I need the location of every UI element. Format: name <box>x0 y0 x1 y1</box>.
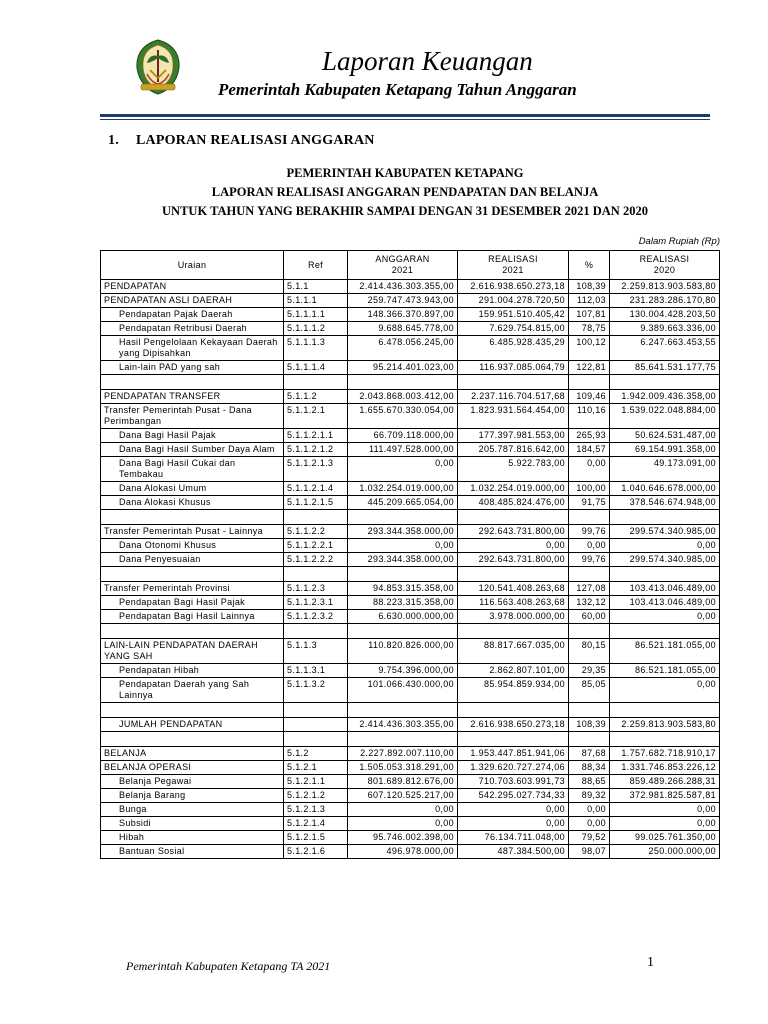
cell-anggaran-2021: 94.853.315.358,00 <box>348 582 458 596</box>
cell-anggaran-2021: 2.227.892.007.110,00 <box>348 747 458 761</box>
budget-realization-table <box>100 250 720 859</box>
cell-realisasi-2021: 116.937.085.064,79 <box>458 361 569 375</box>
table-row <box>101 831 720 845</box>
table-row <box>101 718 720 732</box>
cell-percent <box>569 567 610 582</box>
cell-realisasi-2020: 85.641.531.177,75 <box>610 361 720 375</box>
cell-realisasi-2020: 1.331.746.853.226,12 <box>610 761 720 775</box>
cell-realisasi-2021: 2.616.938.650.273,18 <box>458 280 569 294</box>
cell-realisasi-2021: 76.134.711.048,00 <box>458 831 569 845</box>
cell-anggaran-2021: 1.032.254.019.000,00 <box>348 482 458 496</box>
column-header-anggaran-2021: ANGGARAN 2021 <box>348 251 458 280</box>
cell-realisasi-2020 <box>610 703 720 718</box>
cell-realisasi-2021: 487.384.500,00 <box>458 845 569 859</box>
cell-ref <box>284 732 348 747</box>
cell-anggaran-2021: 293.344.358.000,00 <box>348 553 458 567</box>
cell-realisasi-2021 <box>458 703 569 718</box>
cell-realisasi-2021: 120.541.408.263,68 <box>458 582 569 596</box>
cell-ref <box>284 510 348 525</box>
page-footer: Pemerintah Kabupaten Ketapang TA 2021 <box>126 959 331 973</box>
cell-uraian <box>101 510 284 525</box>
table-row <box>101 761 720 775</box>
cell-uraian <box>101 375 284 390</box>
cell-realisasi-2020: 0,00 <box>610 803 720 817</box>
cell-anggaran-2021 <box>348 510 458 525</box>
cell-uraian: LAIN-LAIN PENDAPATAN DAERAH YANG SAH <box>101 639 284 664</box>
cell-ref: 5.1.1.2.2.2 <box>284 553 348 567</box>
cell-uraian: Dana Bagi Hasil Sumber Daya Alam <box>101 443 284 457</box>
cell-anggaran-2021: 2.414.436.303.355,00 <box>348 718 458 732</box>
cell-ref: 5.1.2.1.3 <box>284 803 348 817</box>
cell-ref <box>284 567 348 582</box>
cell-realisasi-2021: 85.954.859.934,00 <box>458 678 569 703</box>
cell-uraian: Hasil Pengelolaan Kekayaan Daerah yang Dipisahkan <box>101 336 284 361</box>
table-row <box>101 789 720 803</box>
cell-uraian: PENDAPATAN TRANSFER <box>101 390 284 404</box>
cell-realisasi-2021: 2.237.116.704.517,68 <box>458 390 569 404</box>
cell-anggaran-2021 <box>348 703 458 718</box>
cell-anggaran-2021: 110.820.826.000,00 <box>348 639 458 664</box>
cell-anggaran-2021 <box>348 375 458 390</box>
cell-realisasi-2020 <box>610 375 720 390</box>
cell-realisasi-2020: 1.040.646.678.000,00 <box>610 482 720 496</box>
cell-percent: 99,76 <box>569 525 610 539</box>
cell-ref: 5.1.2.1 <box>284 761 348 775</box>
cell-realisasi-2020: 0,00 <box>610 610 720 624</box>
cell-realisasi-2020: 50.624.531.487,00 <box>610 429 720 443</box>
cell-realisasi-2020 <box>610 624 720 639</box>
cell-uraian: Transfer Pemerintah Provinsi <box>101 582 284 596</box>
cell-anggaran-2021: 148.366.370.897,00 <box>348 308 458 322</box>
cell-uraian: Belanja Pegawai <box>101 775 284 789</box>
cell-anggaran-2021: 2.043.868.003.412,00 <box>348 390 458 404</box>
cell-realisasi-2020 <box>610 567 720 582</box>
cell-anggaran-2021: 95.214.401.023,00 <box>348 361 458 375</box>
cell-uraian: Pendapatan Retribusi Daerah <box>101 322 284 336</box>
cell-anggaran-2021: 0,00 <box>348 817 458 831</box>
cell-realisasi-2021: 1.953.447.851.941,06 <box>458 747 569 761</box>
cell-uraian <box>101 732 284 747</box>
cell-uraian: Transfer Pemerintah Pusat - Lainnya <box>101 525 284 539</box>
table-header-row <box>101 251 720 280</box>
table-row <box>101 322 720 336</box>
cell-percent: 127,08 <box>569 582 610 596</box>
cell-realisasi-2020: 231.283.286.170,80 <box>610 294 720 308</box>
cell-anggaran-2021: 801.689.812.676,00 <box>348 775 458 789</box>
cell-anggaran-2021: 66.709.118.000,00 <box>348 429 458 443</box>
cell-anggaran-2021: 101.066.430.000,00 <box>348 678 458 703</box>
cell-uraian: JUMLAH PENDAPATAN <box>101 718 284 732</box>
cell-anggaran-2021 <box>348 732 458 747</box>
cell-ref: 5.1.1.1 <box>284 294 348 308</box>
cell-percent <box>569 732 610 747</box>
cell-percent: 109,46 <box>569 390 610 404</box>
table-row <box>101 308 720 322</box>
cell-percent: 122,81 <box>569 361 610 375</box>
cell-realisasi-2021 <box>458 510 569 525</box>
cell-ref: 5.1.2.1.1 <box>284 775 348 789</box>
cell-uraian: Pendapatan Pajak Daerah <box>101 308 284 322</box>
table-row <box>101 429 720 443</box>
cell-realisasi-2021: 88.817.667.035,00 <box>458 639 569 664</box>
cell-realisasi-2020: 103.413.046.489,00 <box>610 582 720 596</box>
cell-anggaran-2021: 0,00 <box>348 457 458 482</box>
cell-realisasi-2021: 408.485.824.476,00 <box>458 496 569 510</box>
cell-realisasi-2020: 99.025.761.350,00 <box>610 831 720 845</box>
document-title: Laporan Keuangan <box>322 46 533 76</box>
cell-anggaran-2021 <box>348 567 458 582</box>
cell-anggaran-2021: 445.209.665.054,00 <box>348 496 458 510</box>
cell-realisasi-2020: 299.574.340.985,00 <box>610 525 720 539</box>
cell-realisasi-2020: 250.000.000,00 <box>610 845 720 859</box>
cell-percent: 107,81 <box>569 308 610 322</box>
cell-percent <box>569 703 610 718</box>
cell-uraian: Bantuan Sosial <box>101 845 284 859</box>
cell-realisasi-2021 <box>458 567 569 582</box>
cell-realisasi-2020: 69.154.991.358,00 <box>610 443 720 457</box>
cell-ref: 5.1.1.1.1 <box>284 308 348 322</box>
cell-percent: 108,39 <box>569 718 610 732</box>
section-number: 1. <box>108 133 119 148</box>
table-row <box>101 639 720 664</box>
cell-realisasi-2020: 2.259.813.903.583,80 <box>610 718 720 732</box>
table-row <box>101 496 720 510</box>
cell-realisasi-2020: 103.413.046.489,00 <box>610 596 720 610</box>
cell-ref: 5.1.1.2.2 <box>284 525 348 539</box>
cell-ref: 5.1.1 <box>284 280 348 294</box>
table-row <box>101 482 720 496</box>
table-row <box>101 525 720 539</box>
cell-realisasi-2021 <box>458 624 569 639</box>
cell-realisasi-2020: 0,00 <box>610 678 720 703</box>
cell-realisasi-2021: 6.485.928.435,29 <box>458 336 569 361</box>
cell-realisasi-2021: 1.329.620.727.274,06 <box>458 761 569 775</box>
section-title: LAPORAN REALISASI ANGGARAN <box>136 133 375 148</box>
cell-ref: 5.1.2 <box>284 747 348 761</box>
cell-ref: 5.1.1.2.3 <box>284 582 348 596</box>
cell-uraian: Pendapatan Bagi Hasil Pajak <box>101 596 284 610</box>
cell-percent: 98,07 <box>569 845 610 859</box>
cell-realisasi-2021: 292.643.731.800,00 <box>458 553 569 567</box>
table-spacer-row <box>101 624 720 639</box>
cell-ref: 5.1.2.1.5 <box>284 831 348 845</box>
cell-percent: 112,03 <box>569 294 610 308</box>
cell-uraian: Lain-lain PAD yang sah <box>101 361 284 375</box>
header-divider <box>100 114 710 117</box>
table-row <box>101 845 720 859</box>
cell-realisasi-2021: 2.862.807.101,00 <box>458 664 569 678</box>
table-row <box>101 664 720 678</box>
cell-ref <box>284 718 348 732</box>
table-row <box>101 747 720 761</box>
cell-uraian <box>101 624 284 639</box>
page-number: 1 <box>647 955 654 970</box>
table-spacer-row <box>101 703 720 718</box>
cell-realisasi-2021: 7.629.754.815,00 <box>458 322 569 336</box>
cell-uraian: Dana Penyesuaian <box>101 553 284 567</box>
cell-ref: 5.1.2.1.4 <box>284 817 348 831</box>
cell-percent <box>569 510 610 525</box>
cell-uraian: Dana Alokasi Khusus <box>101 496 284 510</box>
cell-realisasi-2021: 5.922.783,00 <box>458 457 569 482</box>
cell-ref: 5.1.1.1.4 <box>284 361 348 375</box>
cell-uraian: Dana Bagi Hasil Cukai dan Tembakau <box>101 457 284 482</box>
cell-percent: 29,35 <box>569 664 610 678</box>
cell-realisasi-2020: 0,00 <box>610 817 720 831</box>
cell-anggaran-2021: 293.344.358.000,00 <box>348 525 458 539</box>
ketapang-regency-emblem <box>133 38 183 96</box>
cell-ref: 5.1.1.2.1.2 <box>284 443 348 457</box>
cell-realisasi-2021: 159.951.510.405,42 <box>458 308 569 322</box>
cell-ref <box>284 703 348 718</box>
cell-realisasi-2020: 372.981.825.587,81 <box>610 789 720 803</box>
cell-ref: 5.1.1.3.1 <box>284 664 348 678</box>
cell-percent: 79,52 <box>569 831 610 845</box>
cell-anggaran-2021: 111.497.528.000,00 <box>348 443 458 457</box>
cell-realisasi-2020: 299.574.340.985,00 <box>610 553 720 567</box>
cell-uraian <box>101 567 284 582</box>
cell-ref: 5.1.1.2.1.5 <box>284 496 348 510</box>
cell-realisasi-2020: 49.173.091,00 <box>610 457 720 482</box>
column-header-percent: % <box>569 251 610 280</box>
cell-anggaran-2021: 88.223.315.358,00 <box>348 596 458 610</box>
cell-ref <box>284 375 348 390</box>
cell-percent <box>569 624 610 639</box>
cell-percent <box>569 375 610 390</box>
cell-uraian: Dana Bagi Hasil Pajak <box>101 429 284 443</box>
cell-percent: 87,68 <box>569 747 610 761</box>
cell-uraian: PENDAPATAN ASLI DAERAH <box>101 294 284 308</box>
table-row <box>101 336 720 361</box>
cell-ref: 5.1.1.2.1 <box>284 404 348 429</box>
table-spacer-row <box>101 567 720 582</box>
cell-ref: 5.1.1.2.1.3 <box>284 457 348 482</box>
cell-realisasi-2020: 9.389.663.336,00 <box>610 322 720 336</box>
cell-percent: 100,00 <box>569 482 610 496</box>
column-header-realisasi-2020: REALISASI 2020 <box>610 251 720 280</box>
header-divider-thin <box>100 119 710 120</box>
cell-percent: 80,15 <box>569 639 610 664</box>
cell-uraian: Dana Alokasi Umum <box>101 482 284 496</box>
cell-ref: 5.1.1.2.3.2 <box>284 610 348 624</box>
table-row <box>101 404 720 429</box>
cell-uraian: Pendapatan Hibah <box>101 664 284 678</box>
column-header-realisasi-2021: REALISASI 2021 <box>458 251 569 280</box>
cell-uraian: Pendapatan Bagi Hasil Lainnya <box>101 610 284 624</box>
cell-uraian: Belanja Barang <box>101 789 284 803</box>
cell-percent: 100,12 <box>569 336 610 361</box>
table-spacer-row <box>101 375 720 390</box>
cell-realisasi-2021: 1.032.254.019.000,00 <box>458 482 569 496</box>
table-row <box>101 803 720 817</box>
table-row <box>101 596 720 610</box>
cell-percent: 88,65 <box>569 775 610 789</box>
cell-realisasi-2021: 0,00 <box>458 539 569 553</box>
cell-realisasi-2020: 130.004.428.203,50 <box>610 308 720 322</box>
cell-uraian: Pendapatan Daerah yang Sah Lainnya <box>101 678 284 703</box>
cell-ref: 5.1.1.2.1.4 <box>284 482 348 496</box>
cell-percent: 184,57 <box>569 443 610 457</box>
cell-percent: 99,76 <box>569 553 610 567</box>
cell-realisasi-2021: 542.295.027.734,33 <box>458 789 569 803</box>
cell-uraian: BELANJA <box>101 747 284 761</box>
cell-anggaran-2021: 9.754.396.000,00 <box>348 664 458 678</box>
cell-uraian: Hibah <box>101 831 284 845</box>
cell-realisasi-2020: 86.521.181.055,00 <box>610 639 720 664</box>
table-row <box>101 678 720 703</box>
cell-ref <box>284 624 348 639</box>
cell-ref: 5.1.1.2.2.1 <box>284 539 348 553</box>
cell-anggaran-2021: 1.505.053.318.291,00 <box>348 761 458 775</box>
cell-anggaran-2021: 496.978.000,00 <box>348 845 458 859</box>
cell-percent: 91,75 <box>569 496 610 510</box>
table-spacer-row <box>101 732 720 747</box>
cell-realisasi-2021: 292.643.731.800,00 <box>458 525 569 539</box>
cell-uraian: PENDAPATAN <box>101 280 284 294</box>
cell-realisasi-2020: 1.942.009.436.358,00 <box>610 390 720 404</box>
cell-realisasi-2020: 859.489.266.288,31 <box>610 775 720 789</box>
cell-percent: 265,93 <box>569 429 610 443</box>
cell-realisasi-2021: 1.823.931.564.454,00 <box>458 404 569 429</box>
table-row <box>101 582 720 596</box>
table-row <box>101 457 720 482</box>
cell-realisasi-2021: 291.004.278.720,50 <box>458 294 569 308</box>
table-row <box>101 817 720 831</box>
cell-anggaran-2021: 2.414.436.303.355,00 <box>348 280 458 294</box>
cell-ref: 5.1.2.1.2 <box>284 789 348 803</box>
cell-percent: 60,00 <box>569 610 610 624</box>
cell-realisasi-2021: 0,00 <box>458 817 569 831</box>
cell-percent: 108,39 <box>569 280 610 294</box>
currency-note: Dalam Rupiah (Rp) <box>638 236 720 247</box>
cell-anggaran-2021: 6.630.000.000,00 <box>348 610 458 624</box>
cell-uraian: Subsidi <box>101 817 284 831</box>
cell-anggaran-2021: 6.478.056.245,00 <box>348 336 458 361</box>
cell-realisasi-2021: 3.978.000.000,00 <box>458 610 569 624</box>
table-row <box>101 280 720 294</box>
cell-realisasi-2020: 1.539.022.048.884,00 <box>610 404 720 429</box>
cell-percent: 78,75 <box>569 322 610 336</box>
cell-anggaran-2021: 9.688.645.778,00 <box>348 322 458 336</box>
cell-uraian: Transfer Pemerintah Pusat - Dana Perimbangan <box>101 404 284 429</box>
cell-percent: 0,00 <box>569 817 610 831</box>
cell-percent: 0,00 <box>569 539 610 553</box>
report-heading-line-2: LAPORAN REALISASI ANGGARAN PENDAPATAN DAN BELANJA <box>211 185 599 199</box>
cell-anggaran-2021: 607.120.525.217,00 <box>348 789 458 803</box>
table-body <box>101 280 720 859</box>
table-row <box>101 443 720 457</box>
cell-realisasi-2021: 710.703.603.991,73 <box>458 775 569 789</box>
cell-realisasi-2021: 0,00 <box>458 803 569 817</box>
cell-ref: 5.1.1.2 <box>284 390 348 404</box>
cell-percent: 0,00 <box>569 457 610 482</box>
cell-ref: 5.1.1.3.2 <box>284 678 348 703</box>
cell-anggaran-2021: 1.655.670.330.054,00 <box>348 404 458 429</box>
cell-realisasi-2021: 205.787.816.642,00 <box>458 443 569 457</box>
report-heading-line-3: UNTUK TAHUN YANG BERAKHIR SAMPAI DENGAN 31 DESEMBER 2021 DAN 2020 <box>162 204 648 218</box>
cell-percent: 132,12 <box>569 596 610 610</box>
table-row <box>101 553 720 567</box>
table-spacer-row <box>101 510 720 525</box>
cell-ref: 5.1.1.1.3 <box>284 336 348 361</box>
cell-anggaran-2021: 0,00 <box>348 539 458 553</box>
cell-percent: 110,16 <box>569 404 610 429</box>
cell-realisasi-2021: 2.616.938.650.273,18 <box>458 718 569 732</box>
cell-realisasi-2021: 116.563.408.263,68 <box>458 596 569 610</box>
cell-realisasi-2020: 86.521.181.055,00 <box>610 664 720 678</box>
cell-realisasi-2021 <box>458 375 569 390</box>
cell-realisasi-2020: 1.757.682.718.910,17 <box>610 747 720 761</box>
cell-realisasi-2020: 378.546.674.948,00 <box>610 496 720 510</box>
document-subtitle: Pemerintah Kabupaten Ketapang Tahun Anggaran <box>218 80 577 99</box>
table-row <box>101 775 720 789</box>
cell-realisasi-2020 <box>610 732 720 747</box>
cell-realisasi-2020: 6.247.663.453,55 <box>610 336 720 361</box>
cell-realisasi-2021: 177.397.981.553,00 <box>458 429 569 443</box>
cell-uraian <box>101 703 284 718</box>
cell-realisasi-2020: 2.259.813.903.583,80 <box>610 280 720 294</box>
cell-anggaran-2021: 95.746.002.398,00 <box>348 831 458 845</box>
cell-realisasi-2020: 0,00 <box>610 539 720 553</box>
column-header-ref: Ref <box>284 251 348 280</box>
cell-uraian: Dana Otonomi Khusus <box>101 539 284 553</box>
cell-uraian: BELANJA OPERASI <box>101 761 284 775</box>
cell-realisasi-2020 <box>610 510 720 525</box>
cell-realisasi-2021 <box>458 732 569 747</box>
table-row <box>101 390 720 404</box>
table-row <box>101 361 720 375</box>
cell-ref: 5.1.1.2.1.1 <box>284 429 348 443</box>
table-row <box>101 610 720 624</box>
cell-anggaran-2021 <box>348 624 458 639</box>
section-heading <box>108 133 375 149</box>
cell-anggaran-2021: 259.747.473.943,00 <box>348 294 458 308</box>
cell-ref: 5.1.1.3 <box>284 639 348 664</box>
cell-ref: 5.1.2.1.6 <box>284 845 348 859</box>
cell-uraian: Bunga <box>101 803 284 817</box>
report-heading-line-1: PEMERINTAH KABUPATEN KETAPANG <box>286 166 524 180</box>
table-row <box>101 294 720 308</box>
cell-ref: 5.1.1.1.2 <box>284 322 348 336</box>
cell-percent: 88,34 <box>569 761 610 775</box>
cell-ref: 5.1.1.2.3.1 <box>284 596 348 610</box>
cell-anggaran-2021: 0,00 <box>348 803 458 817</box>
cell-percent: 89,32 <box>569 789 610 803</box>
cell-percent: 85,05 <box>569 678 610 703</box>
cell-percent: 0,00 <box>569 803 610 817</box>
table-row <box>101 539 720 553</box>
column-header-uraian: Uraian <box>101 251 284 280</box>
